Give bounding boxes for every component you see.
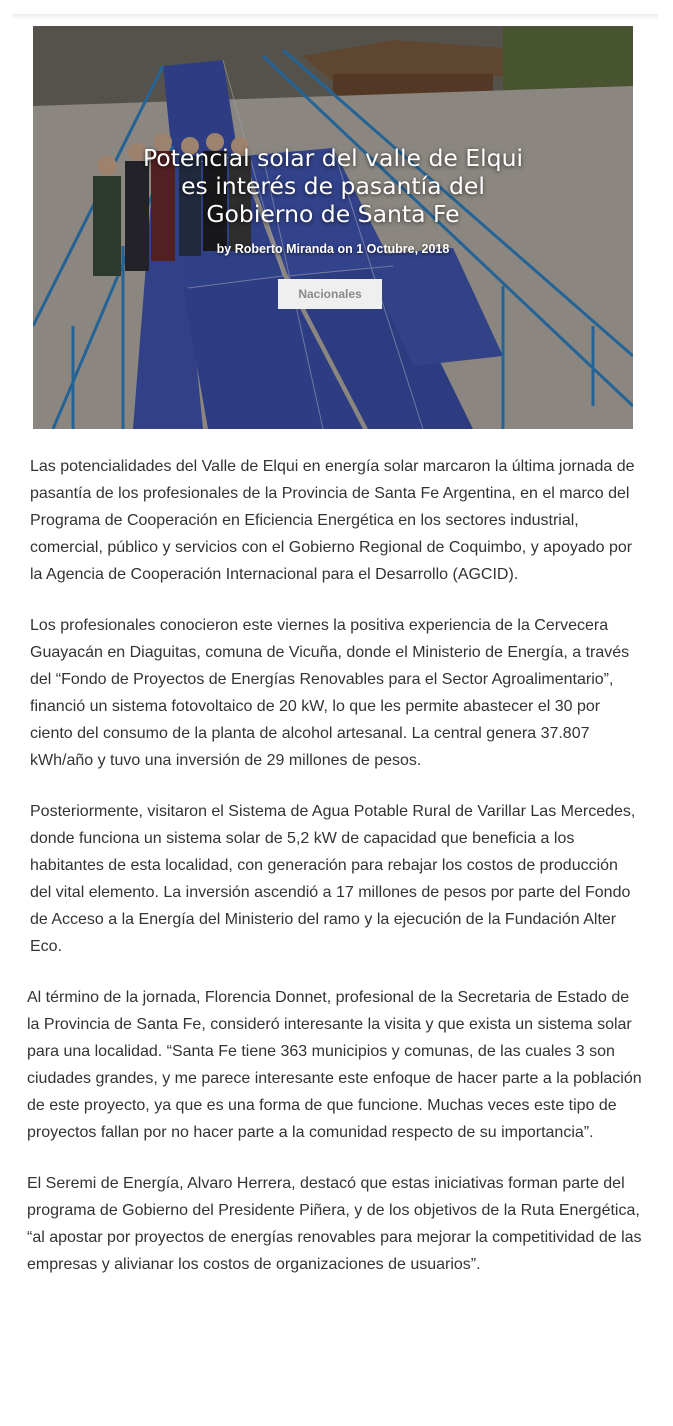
article-byline: by Roberto Miranda on 1 Octubre, 2018	[216, 242, 450, 256]
header-shadow	[12, 14, 658, 20]
article-title[interactable]	[33, 144, 633, 228]
title-line-3: Gobierno de Santa Fe	[206, 200, 460, 228]
paragraph-4: Al término de la jornada, Florencia Donnet, profesional de la Secretaria de Estado de la Provincia de Santa Fe, consideró interesante la visita y que exista un sistema solar para una localidad. “Santa Fe tiene 363 municipios y comunas, de las cuales 3 son ciudades grandes, y me parece interesante este enfoque de hacer parte a la población de este proyecto, ya que es una forma de que funcione. Muchas veces este tipo de proyectos fallan por no hacer parte a la comunidad respecto de su importancia”.	[27, 989, 642, 1141]
title-line-2: es interés de pasantía del	[181, 172, 485, 200]
paragraph-5: El Seremi de Energía, Alvaro Herrera, destacó que estas iniciativas forman parte del programa de Gobierno del Presidente Piñera, y de los objetivos de la Ruta Energética, “al apostar por proyectos de energías renovables para mejorar la competitividad de las empresas y alivianar los costos de organizaciones de usuarios”.	[27, 1175, 642, 1273]
category-button[interactable]: Nacionales	[278, 279, 382, 309]
hero-banner[interactable]	[33, 26, 633, 429]
article-body	[0, 453, 673, 1278]
paragraph-2: Los profesionales conocieron este viernes la positiva experiencia de la Cervecera Guayacán en Diaguitas, comuna de Vicuña, donde el Ministerio de Energía, a través del “Fondo de Proyectos de Energías Renovables para el Sector Agroalimentario”, financió un sistema fotovoltaico de 20 kW, lo que les permite abastecer el 30 por ciento del consumo de la planta de alcohol artesanal. La central genera 37.807 kWh/año y tuvo una inversión de 29 millones de pesos.	[30, 617, 630, 769]
paragraph-1: Las potencialidades del Valle de Elqui en energía solar marcaron la última jornada de pasantía de los profesionales de la Provincia de Santa Fe Argentina, en el marco del Programa de Cooperación en Eficiencia Energética en los sectores industrial, comercial, público y servicios con el Gobierno Regional de Coquimbo, y apoyado por la Agencia de Cooperación Internacional para el Desarrollo (AGCID).	[30, 458, 635, 583]
title-line-1: Potencial solar del valle de Elqui	[142, 144, 524, 172]
paragraph-3: Posteriormente, visitaron el Sistema de Agua Potable Rural de Varillar Las Mercedes, donde funciona un sistema solar de 5,2 kW de capacidad que beneficia a los habitantes de esta localidad, con generación para rebajar los costos de producción del vital elemento. La inversión ascendió a 17 millones de pesos por parte del Fondo de Acceso a la Energía del Ministerio del ramo y la ejecución de la Fundación Alter Eco.	[30, 803, 636, 955]
